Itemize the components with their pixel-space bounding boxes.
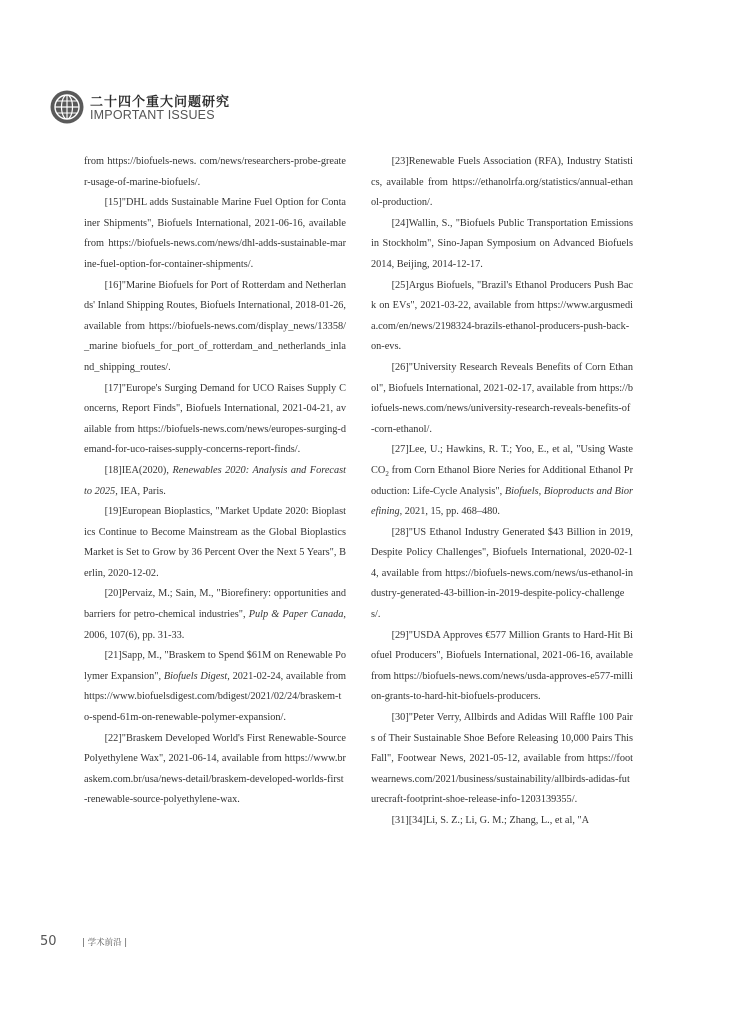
reference-italic: Biofuels, Bioproducts and Biorefining <box>371 485 633 518</box>
reference-italic: Renewables 2020: Analysis and Forecast to 2025 <box>84 464 346 497</box>
reference-sub: 2 <box>385 469 389 478</box>
reference-text: [28]"US Ethanol Industry Generated $43 Billion in 2019, Despite Policy Challenges", Biofuels International, 2020-02-14, available from https://biofuels-news.com/news/us-ethanol-industry-generated-43-billion-in-2019-despite-policy-challenges/. <box>371 526 633 621</box>
reference-entry <box>371 440 633 522</box>
reference-text: [21]Sapp, M., "Braskem to Spend $61M on Renewable Polymer Expansion", <box>84 650 346 682</box>
reference-entry <box>84 379 346 461</box>
reference-entry <box>371 708 633 811</box>
reference-entry <box>371 626 633 708</box>
reference-text: [31][34]Li, S. Z.; Li, G. M.; Zhang, L., et al, "A <box>391 815 590 826</box>
reference-text: [25]Argus Biofuels, "Brazil's Ethanol Producers Push Back on EVs", 2021-03-22, available from https://www.argusmedia.com/en/news/2198324-brazils-ethanol-producers-push-back-on-evs. <box>371 279 633 353</box>
reference-entry <box>371 276 633 358</box>
reference-entry <box>371 523 633 626</box>
reference-entry <box>84 502 346 584</box>
reference-entry <box>84 152 346 193</box>
journal-name: | 学术前沿 | <box>82 938 128 948</box>
right-reference-column <box>371 152 633 832</box>
reference-entry <box>371 358 633 440</box>
reference-italic: Biofuels Digest <box>163 670 228 682</box>
reference-after: , 2021, 15, pp. 468–480. <box>399 506 501 518</box>
reference-text: [17]"Europe's Surging Demand for UCO Raises Supply Concerns, Report Finds", Biofuels International, 2021-04-21, available from https://biofuels-news.com/news/europes-surging-demand-for-uco-raises-supply-concerns-report-finds/. <box>84 382 346 456</box>
reference-entry <box>84 646 346 728</box>
reference-after: , 2021-02-24, available from https://www.biofuelsdigest.com/bdigest/2021/02/24/braskem-to-spend-61m-on-renewable-polymer-expansion/. <box>84 670 346 724</box>
reference-entry <box>84 276 346 379</box>
reference-after: , 2006, 107(6), pp. 31-33. <box>84 609 346 641</box>
reference-text: [15]"DHL adds Sustainable Marine Fuel Option for Container Shipments", Biofuels International, 2021-06-16, available from https://biofuels-news.com/news/dhl-adds-sustainable-marine-fuel-option-for-container-shipments/. <box>84 197 346 270</box>
globe-icon <box>50 90 84 124</box>
reference-entry <box>84 193 346 275</box>
reference-text: [26]"University Research Reveals Benefits of Corn Ethanol", Biofuels International, 2021-02-17, available from https://biofuels-news.com/news/university-research-reveals-benefits-of-corn-ethanol/. <box>371 361 633 435</box>
reference-entry <box>84 729 346 811</box>
left-reference-column <box>84 152 346 811</box>
reference-entry <box>84 461 346 502</box>
reference-text: [16]"Marine Biofuels for Port of Rotterdam and Netherlands' Inland Shipping Routes, Biofuels International, 2018-01-26, available from https://biofuels-news.com/display_news/13358/_marine biofuels_for_port_of_rotterdam_and_netherlands_inland_shipping_routes/. <box>84 279 346 373</box>
reference-text: from https://biofuels-news. com/news/researchers-probe-greater-usage-of-marine-biofuels/. <box>84 156 346 188</box>
reference-text: [24]Wallin, S., "Biofuels Public Transportation Emissions in Stockholm", Sino-Japan Symposium on Advanced Biofuels 2014, Beijing, 2014-12-17. <box>371 217 633 270</box>
header-title-en: IMPORTANT ISSUES <box>90 108 215 122</box>
reference-mid: from Corn Ethanol Biore Neries for Additional Ethanol Production: Life-Cycle Analysis", <box>371 464 633 497</box>
reference-text: [29]"USDA Approves €577 Million Grants to Hard-Hit Biofuel Producers", Biofuels International, 2021-06-16, available from https://biofuels-news.com/news/usda-approves-e577-million-grants-to-hard-hit-biofuels-producers. <box>371 629 633 703</box>
reference-italic: Pulp & Paper Canada <box>248 609 344 621</box>
reference-text: [18]IEA(2020), <box>104 464 173 476</box>
reference-text: [19]European Bioplastics, "Market Update 2020: Bioplastics Continue to Become Mainstream as the Global Bioplastics Market is Set to Grow by 36 Percent Over the Next 5 Years", Berlin, 2020-12-02. <box>84 506 346 579</box>
reference-entry <box>84 584 346 646</box>
page-number: 50 <box>40 934 57 949</box>
reference-after: , IEA, Paris. <box>115 485 166 497</box>
reference-entry <box>371 811 633 832</box>
reference-text: [30]"Peter Verry, Allbirds and Adidas Will Raffle 100 Pairs of Their Sustainable Shoe Before Releasing 10,000 Pairs This Fall", Footwear News, 2021-05-12, available from https://footwearnews.com/2021/business/sustainability/allbirds-adidas-futurecraft-footprint-shoe-release-info-1203139355/. <box>371 712 633 806</box>
reference-text: [20]Pervaiz, M.; Sain, M., "Biorefinery: opportunities and barriers for petro-chemical industries", <box>84 588 346 621</box>
reference-entry <box>371 214 633 276</box>
reference-text: [27]Lee, U.; Hawkins, R. T.; Yoo, E., et al, "Using Waste CO <box>371 444 633 476</box>
reference-text: [23]Renewable Fuels Association (RFA), Industry Statistics, available from https://ethanolrfa.org/statistics/annual-ethanol-production/. <box>371 156 633 209</box>
reference-text: [22]"Braskem Developed World's First Renewable-Source Polyethylene Wax", 2021-06-14, available from https://www.braskem.com.br/usa/news-detail/braskem-developed-worlds-first-renewable-source-polyethylene-wax. <box>84 732 346 806</box>
reference-entry <box>371 152 633 214</box>
header-title-cn: 二十四个重大问题研究 <box>90 95 231 110</box>
